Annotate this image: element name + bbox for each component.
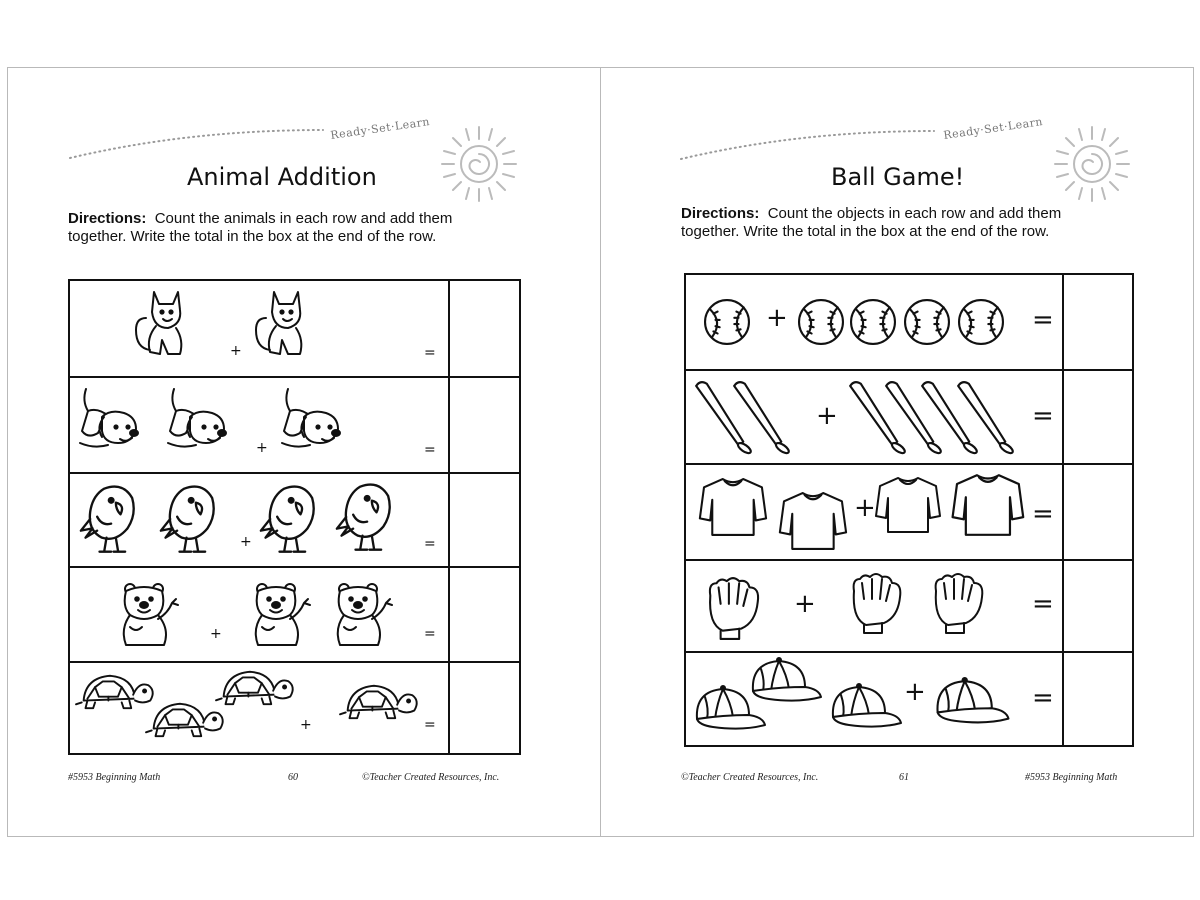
equals-sign: =: [1032, 683, 1054, 713]
jersey-icon: [694, 477, 774, 537]
answer-box[interactable]: [1062, 561, 1132, 651]
dog-icon: [276, 384, 346, 454]
answer-box[interactable]: [1062, 275, 1132, 369]
plus-sign: +: [816, 401, 838, 431]
row-birds: [70, 472, 519, 566]
baseball-icon: [850, 299, 896, 345]
answer-box[interactable]: [448, 663, 519, 753]
row-bats: [686, 369, 1132, 463]
glove-icon: [836, 571, 916, 635]
sun-icon: [438, 123, 520, 205]
plus-sign: +: [766, 303, 788, 333]
answer-box[interactable]: [1062, 371, 1132, 463]
answer-box[interactable]: [1062, 653, 1132, 745]
row-jerseys: [686, 463, 1132, 559]
page-title: Animal Addition: [187, 163, 377, 191]
row-dogs: [70, 376, 519, 472]
jersey-icon: [776, 491, 852, 551]
answer-box[interactable]: [448, 568, 519, 661]
directions-line1: Count the animals in each row and add them: [154, 210, 453, 227]
bear-icon: [330, 580, 392, 650]
directions-line2: together. Write the total in the box at the end of the row.: [681, 223, 1050, 240]
left-page: [8, 67, 601, 835]
directions-label: Directions:: [68, 210, 147, 227]
animal-addition-grid: [68, 279, 521, 755]
jersey-icon: [876, 473, 942, 537]
equals-sign: =: [1032, 589, 1054, 619]
baseball-icon: [798, 299, 844, 345]
dog-icon: [162, 384, 232, 454]
page-number: 60: [288, 772, 298, 783]
plus-sign: +: [210, 626, 222, 642]
cap-icon: [932, 677, 1012, 727]
equals-sign: =: [1032, 305, 1054, 335]
cat-icon: [252, 289, 308, 361]
brand-label: Ready·Set·Learn: [329, 115, 431, 142]
directions-line1: Count the objects in each row and add them: [767, 205, 1062, 222]
bear-icon: [116, 580, 178, 650]
cap-icon: [748, 657, 824, 705]
page-number: 61: [899, 772, 909, 783]
glove-icon: [918, 571, 998, 635]
bird-icon: [332, 482, 400, 552]
bat-icon: [732, 379, 792, 455]
plus-sign: +: [240, 534, 252, 550]
footer-right: ©Teacher Created Resources, Inc.: [362, 772, 500, 783]
turtle-icon: [216, 665, 296, 709]
row-baseballs: [686, 275, 1132, 369]
equals-sign: =: [1032, 401, 1054, 431]
equals-sign: =: [424, 717, 436, 733]
dotted-arc-decoration: [68, 122, 328, 162]
equals-sign: =: [424, 345, 436, 361]
equals-sign: =: [424, 442, 436, 458]
cat-icon: [132, 289, 188, 361]
answer-box[interactable]: [448, 378, 519, 472]
footer-right: #5953 Beginning Math: [1025, 772, 1118, 783]
footer-left: #5953 Beginning Math: [68, 772, 161, 783]
bird-icon: [256, 484, 324, 554]
directions-text: [68, 210, 452, 246]
answer-box[interactable]: [1062, 465, 1132, 559]
answer-box[interactable]: [448, 281, 519, 376]
bear-icon: [248, 580, 310, 650]
bird-icon: [156, 484, 224, 554]
row-caps: [686, 651, 1132, 745]
equals-sign: =: [424, 536, 436, 552]
baseball-icon: [704, 299, 750, 345]
answer-box[interactable]: [448, 474, 519, 566]
ball-game-grid: [684, 273, 1134, 747]
baseball-icon: [958, 299, 1004, 345]
dotted-arc-decoration: [679, 123, 939, 163]
row-turtles: [70, 661, 519, 753]
plus-sign: +: [300, 717, 312, 733]
bird-icon: [76, 484, 144, 554]
brand-label: Ready·Set·Learn: [942, 115, 1044, 142]
directions-line2: together. Write the total in the box at the end of the row.: [68, 228, 437, 245]
directions-text: [681, 205, 1061, 241]
plus-sign: +: [794, 589, 816, 619]
turtle-icon: [340, 679, 420, 723]
baseball-icon: [904, 299, 950, 345]
plus-sign: +: [230, 343, 242, 359]
row-cats: [70, 281, 519, 376]
turtle-icon: [146, 697, 226, 741]
plus-sign: +: [256, 440, 268, 456]
cap-icon: [828, 683, 904, 731]
equals-sign: =: [1032, 499, 1054, 529]
turtle-icon: [76, 669, 156, 713]
dog-icon: [74, 384, 144, 454]
bat-icon: [956, 379, 1016, 455]
page-title: Ball Game!: [831, 163, 965, 191]
equals-sign: =: [424, 626, 436, 642]
plus-sign: +: [854, 493, 876, 523]
row-bears: [70, 566, 519, 661]
directions-label: Directions:: [681, 205, 760, 222]
row-gloves: [686, 559, 1132, 651]
glove-icon: [692, 575, 774, 641]
footer-left: ©Teacher Created Resources, Inc.: [681, 772, 819, 783]
sun-icon: [1051, 123, 1133, 205]
plus-sign: +: [904, 677, 926, 707]
right-page: [601, 67, 1194, 835]
jersey-icon: [952, 473, 1026, 537]
